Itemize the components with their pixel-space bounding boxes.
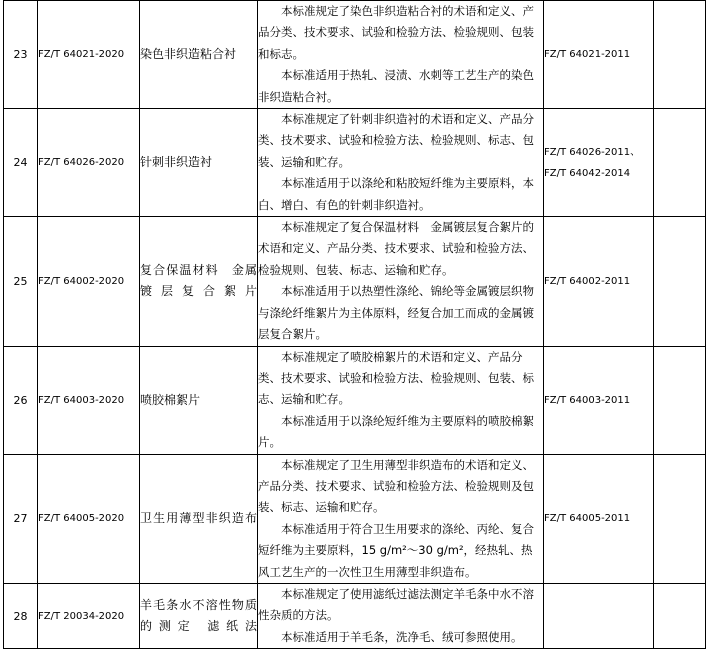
standard-code: FZ/T 20034-2020 <box>38 583 140 648</box>
table-row <box>4 217 706 346</box>
row-number: 24 <box>4 109 38 217</box>
standard-code: FZ/T 64026-2020 <box>38 109 140 217</box>
applicability-text: 本标准适用于以涤纶和粘胶短纤维为主要原料，本白、增白、有色的针刺非织造衬。 <box>258 176 534 212</box>
scope-text: 本标准规定了卫生用薄型非织造布的术语和定义、产品分类、技术要求、试验和检验方法、检验规则及包装、标志、运输和贮存。 <box>258 457 534 515</box>
standard-code: FZ/T 64021-2020 <box>38 1 140 109</box>
remarks-cell <box>654 1 706 109</box>
standard-description <box>258 1 544 109</box>
remarks-cell <box>654 454 706 583</box>
standard-name: 羊毛条水不溶性物质的测定 滤纸法 <box>140 583 258 648</box>
replaced-code: FZ/T 64002-2011 <box>544 275 631 287</box>
replaced-standard <box>544 454 654 583</box>
applicability-text: 本标准适用于羊毛条，洗净毛、绒可参照使用。 <box>281 629 523 644</box>
replaced-standard <box>544 109 654 217</box>
standard-description <box>258 217 544 346</box>
standard-code: FZ/T 64003-2020 <box>38 346 140 454</box>
table-row <box>4 1 706 109</box>
table-row <box>4 583 706 648</box>
standard-description <box>258 346 544 454</box>
scope-text: 本标准规定了染色非织造粘合衬的术语和定义、产品分类、技术要求、试验和检验方法、检验规则、包装和标志。 <box>258 4 534 61</box>
row-number: 23 <box>4 1 38 109</box>
standard-name: 喷胶棉絮片 <box>140 346 258 454</box>
replaced-code: FZ/T 64003-2011 <box>544 394 631 406</box>
replaced-standard <box>544 346 654 454</box>
scope-text: 本标准规定了复合保温材料 金属镀层复合絮片的术语和定义、产品分类、技术要求、试验和检验方法、检验规则、包装、标志、运输和贮存。 <box>258 220 534 277</box>
replaced-code: FZ/T 64021-2011 <box>544 49 631 61</box>
standard-description <box>258 583 544 648</box>
standard-description <box>258 109 544 217</box>
standard-code: FZ/T 64002-2020 <box>38 217 140 346</box>
table-row <box>4 109 706 217</box>
scope-text: 本标准规定了针刺非织造衬的术语和定义、产品分类、技术要求、试验和检验方法、检验规则、标志、包装、运输和贮存。 <box>258 112 534 169</box>
replaced-standard <box>544 1 654 109</box>
replaced-standard <box>544 217 654 346</box>
row-number: 26 <box>4 346 38 454</box>
row-number: 27 <box>4 454 38 583</box>
standards-table <box>3 0 706 649</box>
remarks-cell <box>654 217 706 346</box>
standard-name: 染色非织造粘合衬 <box>140 1 258 109</box>
replaced-code: FZ/T 64005-2011 <box>544 513 631 525</box>
table-row <box>4 454 706 583</box>
remarks-cell <box>654 583 706 648</box>
standard-name: 复合保温材料 金属镀层复合絮片 <box>140 217 258 346</box>
replaced-code: FZ/T 64026-2011、 <box>544 146 641 158</box>
standard-description <box>258 454 544 583</box>
replaced-standard <box>544 583 654 648</box>
standard-name: 卫生用薄型非织造布 <box>140 454 258 583</box>
remarks-cell <box>654 109 706 217</box>
row-number: 25 <box>4 217 38 346</box>
applicability-text: 本标准适用于以涤纶短纤维为主要原料的喷胶棉絮片。 <box>258 413 534 450</box>
applicability-text: 本标准适用于符合卫生用要求的涤纶、丙纶、复合短纤维为主要原料，15 g/m²～30 g/m²，经热轧、热风工艺生产的一次性卫生用薄型非织造布。 <box>258 521 534 579</box>
standard-code: FZ/T 64005-2020 <box>38 454 140 583</box>
applicability-text: 本标准适用于以热塑性涤纶、锦纶等金属镀层织物与涤纶纤维絮片为主体原料，经复合加工而成的金属镀层复合絮片。 <box>258 284 534 342</box>
scope-text: 本标准规定了使用滤纸过滤法测定羊毛条中水不溶性杂质的方法。 <box>258 586 534 623</box>
table-row <box>4 346 706 454</box>
applicability-text: 本标准适用于热轧、浸渍、水刺等工艺生产的染色非织造粘合衬。 <box>258 68 534 104</box>
standard-name: 针刺非织造衬 <box>140 109 258 217</box>
replaced-code: FZ/T 64042-2014 <box>544 167 631 179</box>
scope-text: 本标准规定了喷胶棉絮片的术语和定义、产品分类、技术要求、试验和检验方法、检验规则、包装、标志、运输和贮存。 <box>258 349 534 407</box>
remarks-cell <box>654 346 706 454</box>
row-number: 28 <box>4 583 38 648</box>
